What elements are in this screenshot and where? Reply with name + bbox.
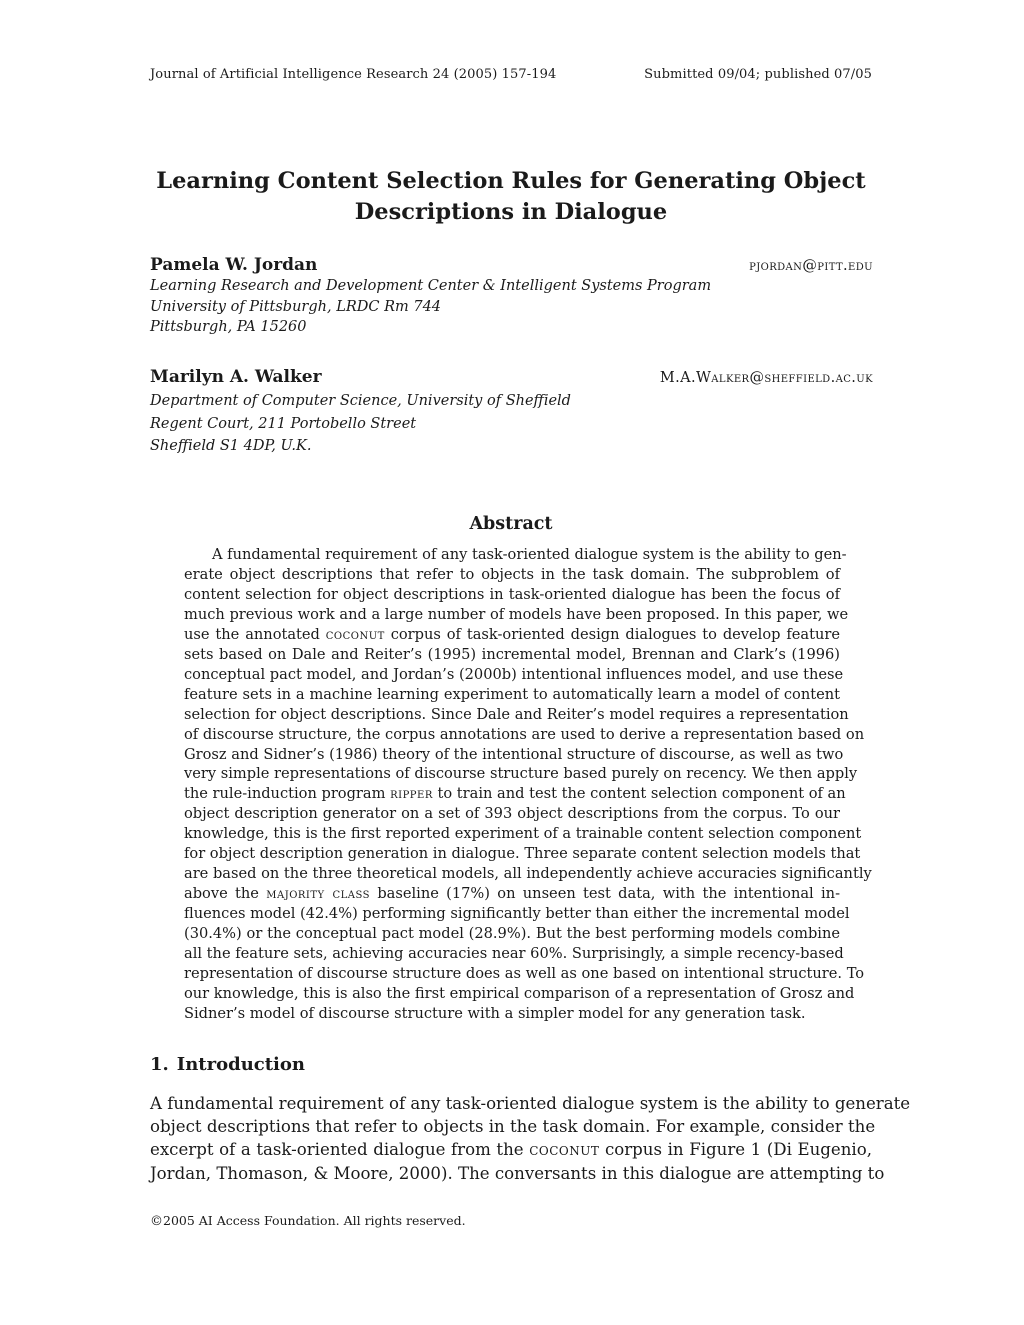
affiliation-line: Sheffield S1 4DP, U.K. bbox=[150, 438, 312, 454]
title-line: Learning Content Selection Rules for Generating Object bbox=[156, 168, 866, 194]
program-name: ripper bbox=[390, 785, 433, 803]
text-run: use the annotated bbox=[184, 625, 320, 643]
intro-paragraph bbox=[150, 1092, 911, 1185]
abstract-line bbox=[184, 784, 846, 804]
abstract-line: Grosz and Sidner’s (1986) theory of the intentional structure of discourse, as well as two bbox=[184, 745, 844, 763]
abstract-body bbox=[184, 545, 872, 1024]
abstract-line: are based on the three theoretical models, all independently achieve accuracies significantly bbox=[184, 865, 872, 883]
abstract-line: much previous work and a large number of models have been proposed. In this paper, we bbox=[184, 605, 849, 623]
text-run: excerpt of a task-oriented dialogue from the bbox=[150, 1140, 524, 1160]
journal-header: Journal of Artificial Intelligence Research 24 (2005) 157-194 bbox=[150, 67, 557, 82]
affiliation-line: Department of Computer Science, University of Sheffield bbox=[150, 393, 571, 409]
abstract-line: conceptual pact model, and Jordan’s (2000b) intentional influences model, and use these bbox=[184, 665, 844, 683]
paper-title bbox=[150, 166, 872, 228]
text-run: corpus of task-oriented design dialogues to develop feature bbox=[390, 625, 840, 643]
abstract-line: selection for object descriptions. Since Dale and Reiter’s model requires a representation bbox=[184, 705, 849, 723]
author-name: Marilyn A. Walker bbox=[150, 367, 322, 387]
text-run: the rule-induction program bbox=[184, 785, 386, 803]
abstract-heading: Abstract bbox=[469, 514, 553, 534]
text-run: to train and test the content selection component of an bbox=[437, 785, 846, 803]
author-email: M.A.Walker@sheffield.ac.uk bbox=[659, 370, 873, 386]
affiliation-line: Pittsburgh, PA 15260 bbox=[150, 319, 307, 335]
corpus-name: coconut bbox=[529, 1140, 600, 1160]
baseline-name: majority class bbox=[266, 885, 370, 903]
author-affiliation bbox=[150, 276, 711, 338]
abstract-line: object description generator on a set of 393 object descriptions from the corpus. To our bbox=[184, 805, 840, 823]
text-run: corpus in Figure 1 (Di Eugenio, bbox=[604, 1140, 872, 1160]
abstract-line: (30.4%) or the conceptual pact model (28.9%). But the best performing models combine bbox=[184, 925, 840, 943]
section-title: Introduction bbox=[176, 1054, 305, 1075]
abstract-line: A fundamental requirement of any task-oriented dialogue system is the ability to gen- bbox=[212, 546, 847, 563]
abstract-line: all the feature sets, achieving accuracies near 60%. Surprisingly, a simple recency-based bbox=[184, 945, 844, 963]
abstract-line: erate object descriptions that refer to objects in the task domain. The subproblem of bbox=[184, 565, 840, 583]
copyright-text: 2005 AI Access Foundation. All rights reserved. bbox=[163, 1213, 466, 1228]
abstract-line: for object description generation in dialogue. Three separate content selection models that bbox=[184, 845, 861, 863]
author-email: pjordan@pitt.edu bbox=[749, 258, 873, 274]
abstract-line bbox=[184, 884, 840, 904]
abstract-line: Sidner’s model of discourse structure with a simpler model for any generation task. bbox=[184, 1004, 806, 1022]
abstract-line: our knowledge, this is also the first empirical comparison of a representation of Grosz and bbox=[184, 984, 855, 1002]
abstract-line: feature sets in a machine learning experiment to automatically learn a model of content bbox=[184, 685, 840, 703]
text-run: above the bbox=[184, 885, 259, 903]
abstract-line: sets based on Dale and Reiter’s (1995) incremental model, Brennan and Clark’s (1996) bbox=[184, 645, 840, 663]
author-affiliation bbox=[150, 390, 571, 458]
title-line: Descriptions in Dialogue bbox=[354, 199, 668, 225]
abstract-line: of discourse structure, the corpus annotations are used to derive a representation based on bbox=[184, 725, 865, 743]
abstract-line: representation of discourse structure does as well as one based on intentional structure. To bbox=[184, 965, 865, 983]
submission-dates: Submitted 09/04; published 07/05 bbox=[644, 67, 872, 82]
section-heading bbox=[150, 1054, 305, 1075]
body-line: A fundamental requirement of any task-oriented dialogue system is the ability to generate bbox=[150, 1094, 911, 1113]
author-name: Pamela W. Jordan bbox=[150, 255, 318, 275]
body-line bbox=[150, 1138, 872, 1161]
abstract-line: very simple representations of discourse structure based purely on recency. We then apply bbox=[184, 765, 858, 783]
affiliation-line: Learning Research and Development Center & Intelligent Systems Program bbox=[150, 278, 712, 294]
copyright-notice bbox=[150, 1213, 466, 1229]
corpus-name: coconut bbox=[325, 625, 385, 643]
section-number: 1. bbox=[150, 1054, 169, 1075]
abstract-line bbox=[184, 625, 840, 645]
abstract-line: knowledge, this is the first reported experiment of a trainable content selection component bbox=[184, 825, 862, 843]
body-line: Jordan, Thomason, & Moore, 2000). The conversants in this dialogue are attempting to bbox=[150, 1163, 885, 1183]
affiliation-line: University of Pittsburgh, LRDC Rm 744 bbox=[150, 298, 442, 315]
body-line: object descriptions that refer to objects in the task domain. For example, consider the bbox=[150, 1117, 876, 1137]
abstract-line: content selection for object descriptions in task-oriented dialogue has been the focus of bbox=[184, 585, 840, 603]
copyright-symbol: © bbox=[150, 1214, 163, 1229]
text-run: baseline (17%) on unseen test data, with the intentional in- bbox=[377, 885, 841, 903]
affiliation-line: Regent Court, 211 Portobello Street bbox=[150, 415, 417, 432]
abstract-line: fluences model (42.4%) performing significantly better than either the incremental model bbox=[184, 905, 850, 923]
